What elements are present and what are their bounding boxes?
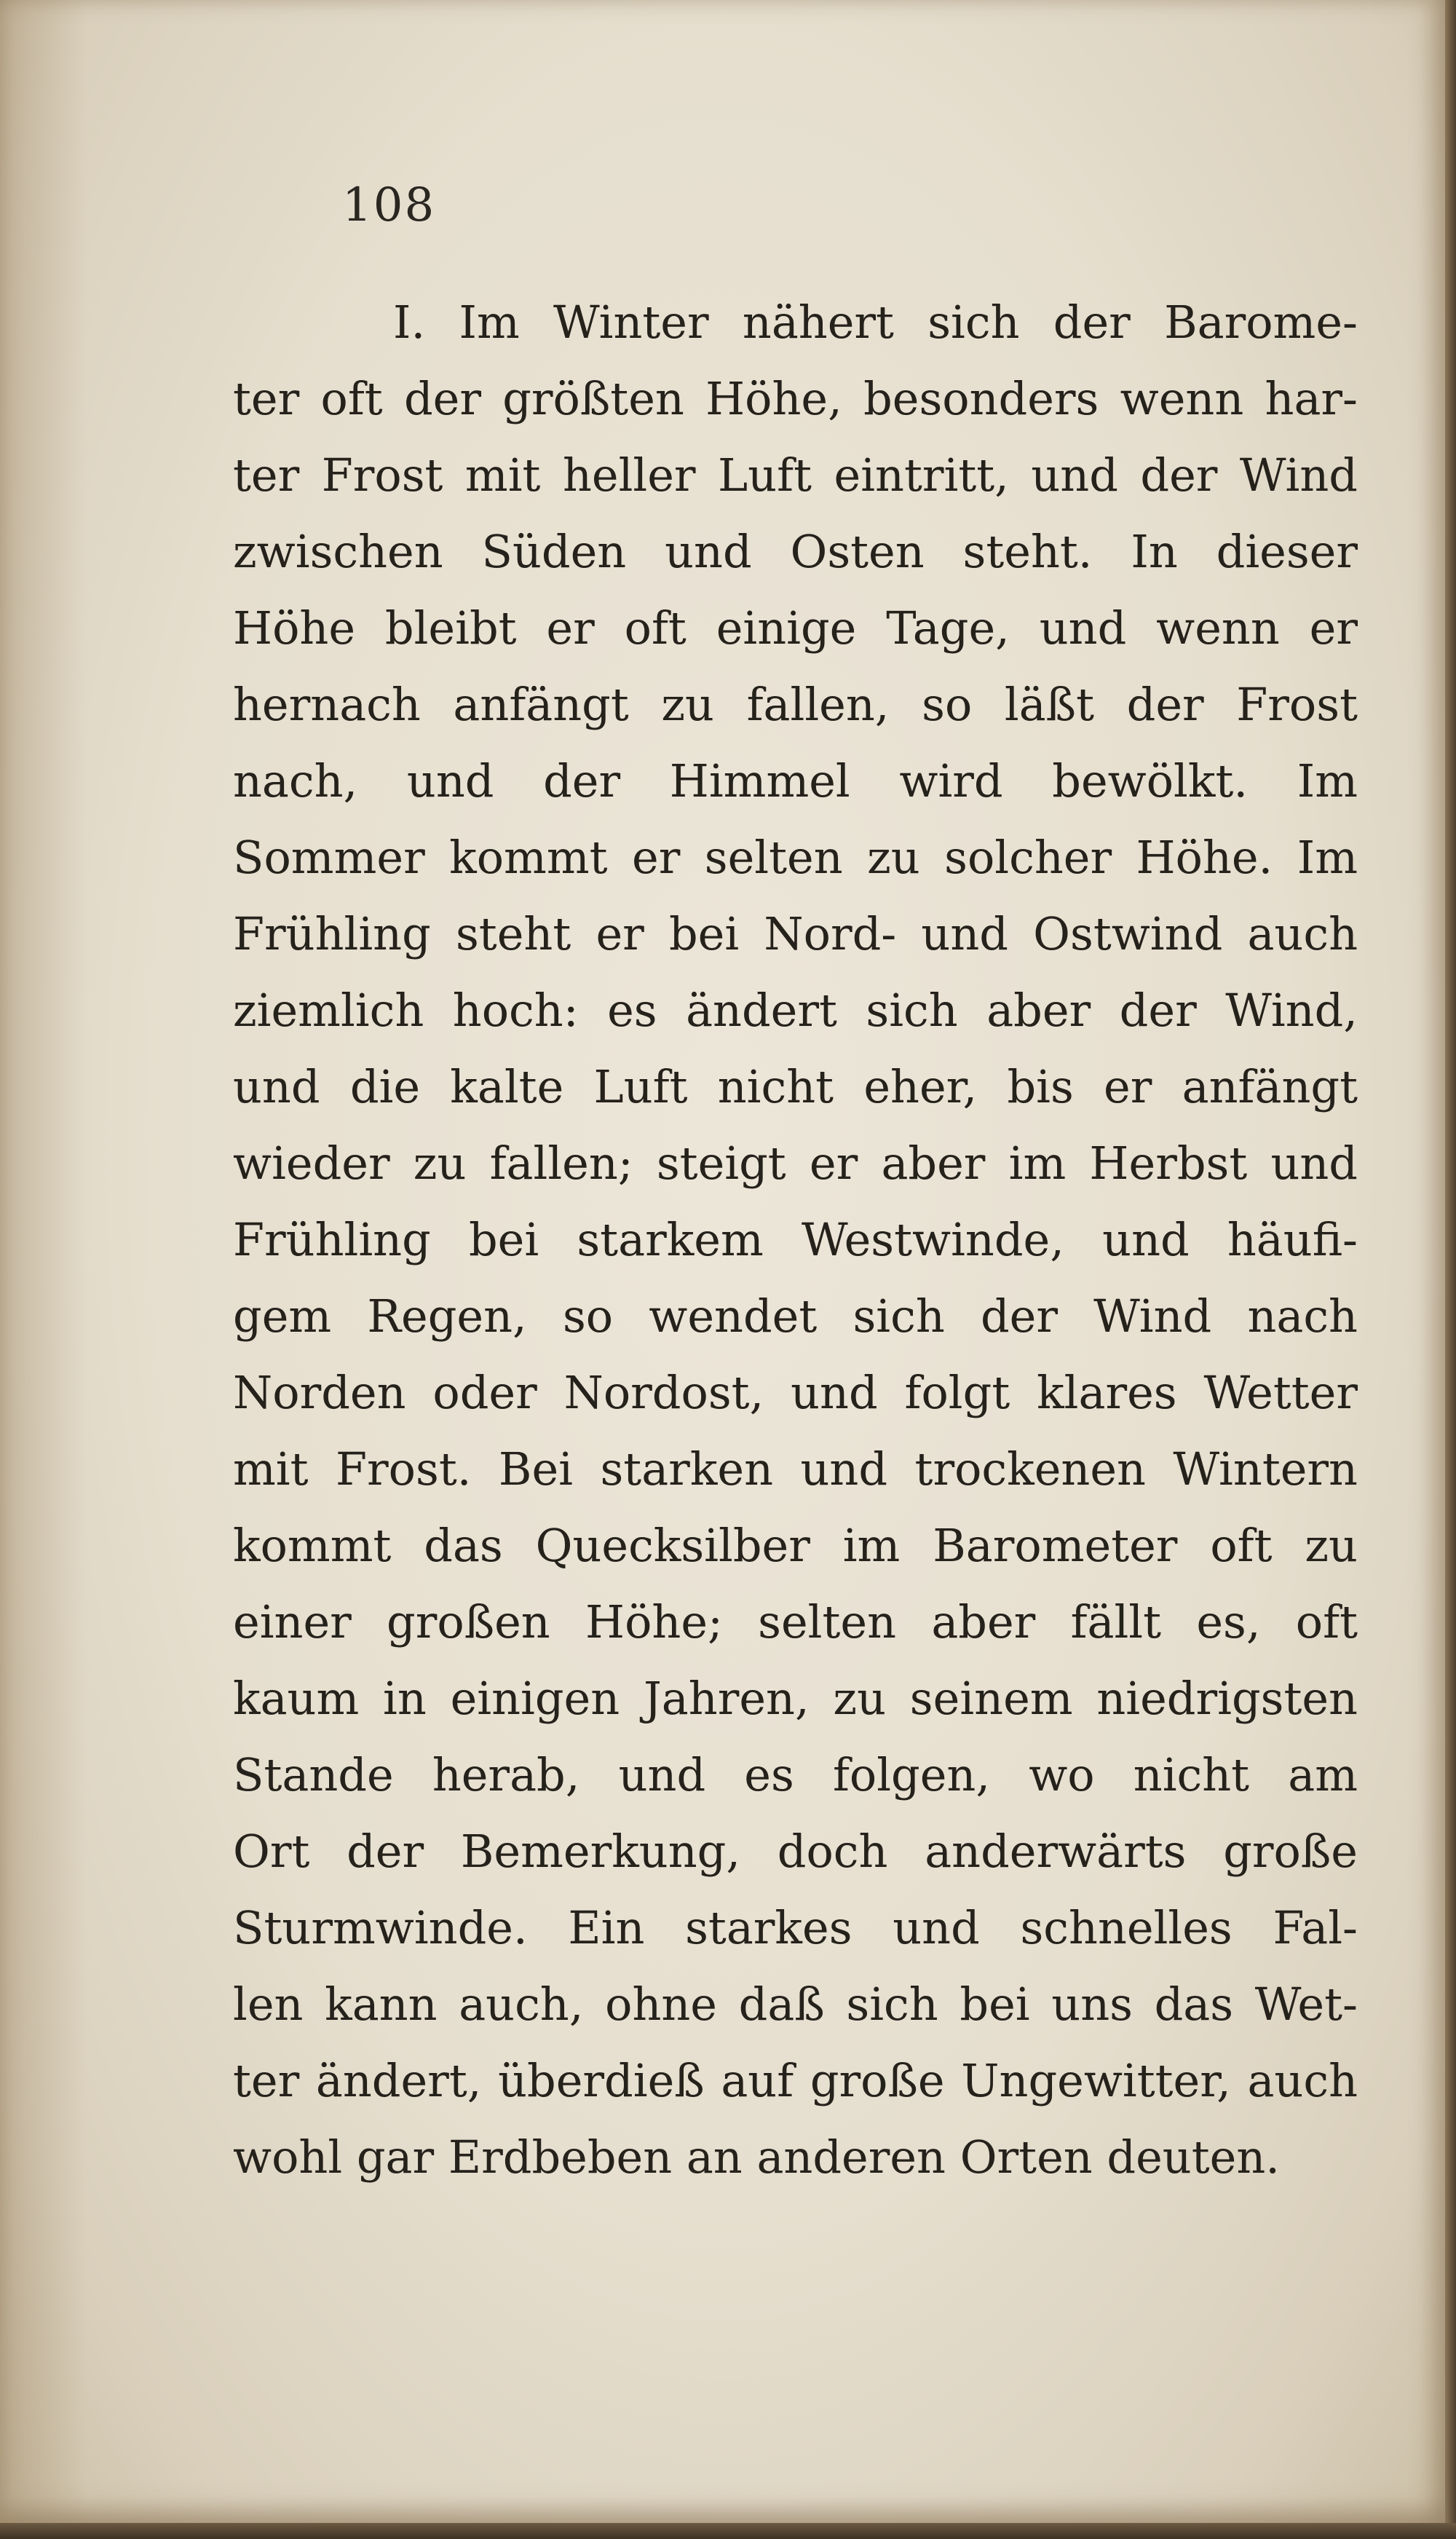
text-line: ter oft der größten Höhe, besonders wenn har- bbox=[233, 372, 1358, 425]
spine-shadow bbox=[0, 0, 87, 2523]
text-line: ziemlich hoch: es ändert sich aber der Wind, bbox=[233, 984, 1358, 1037]
text-line: Frühling bei starkem Westwinde, und häufi- bbox=[233, 1213, 1358, 1266]
page-edge-right bbox=[1445, 0, 1456, 2539]
text-line: kaum in einigen Jahren, zu seinem niedrigsten bbox=[233, 1672, 1358, 1725]
text-line: len kann auch, ohne daß sich bei uns das Wet- bbox=[233, 1978, 1358, 2031]
text-line: Höhe bleibt er oft einige Tage, und wenn er bbox=[233, 601, 1358, 655]
page-edge-bottom bbox=[0, 2523, 1456, 2539]
text-line: wohl gar Erdbeben an anderen Orten deuten. bbox=[233, 2131, 1280, 2184]
text-line: ter Frost mit heller Luft eintritt, und der Wind bbox=[233, 449, 1358, 502]
text-line: kommt das Quecksilber im Barometer oft zu bbox=[233, 1519, 1358, 1572]
text-line: Norden oder Nordost, und folgt klares Wetter bbox=[233, 1366, 1358, 1419]
body-text bbox=[233, 284, 1358, 2195]
text-line: gem Regen, so wendet sich der Wind nach bbox=[233, 1290, 1358, 1343]
text-line: zwischen Süden und Osten steht. In dieser bbox=[233, 525, 1358, 578]
text-line: hernach anfängt zu fallen, so läßt der Frost bbox=[233, 678, 1358, 731]
text-line: I. Im Winter nähert sich der Barome- bbox=[393, 296, 1358, 349]
text-line: nach, und der Himmel wird bewölkt. Im bbox=[233, 754, 1358, 807]
text-line: wieder zu fallen; steigt er aber im Herbst und bbox=[233, 1137, 1358, 1190]
text-line: Sommer kommt er selten zu solcher Höhe. Im bbox=[233, 831, 1358, 884]
text-line: einer großen Höhe; selten aber fällt es, oft bbox=[233, 1595, 1358, 1648]
page-number: 108 bbox=[342, 178, 436, 232]
text-line: Stande herab, und es folgen, wo nicht am bbox=[233, 1748, 1358, 1801]
text-line: und die kalte Luft nicht eher, bis er anfängt bbox=[233, 1060, 1358, 1113]
text-line: Frühling steht er bei Nord- und Ostwind auch bbox=[233, 907, 1358, 960]
text-line: ter ändert, überdieß auf große Ungewitter, auch bbox=[233, 2054, 1358, 2107]
text-line: Sturmwinde. Ein starkes und schnelles Fal- bbox=[233, 1901, 1358, 1954]
text-line: mit Frost. Bei starken und trockenen Wintern bbox=[233, 1442, 1358, 1496]
text-line: Ort der Bemerkung, doch anderwärts große bbox=[233, 1825, 1358, 1878]
